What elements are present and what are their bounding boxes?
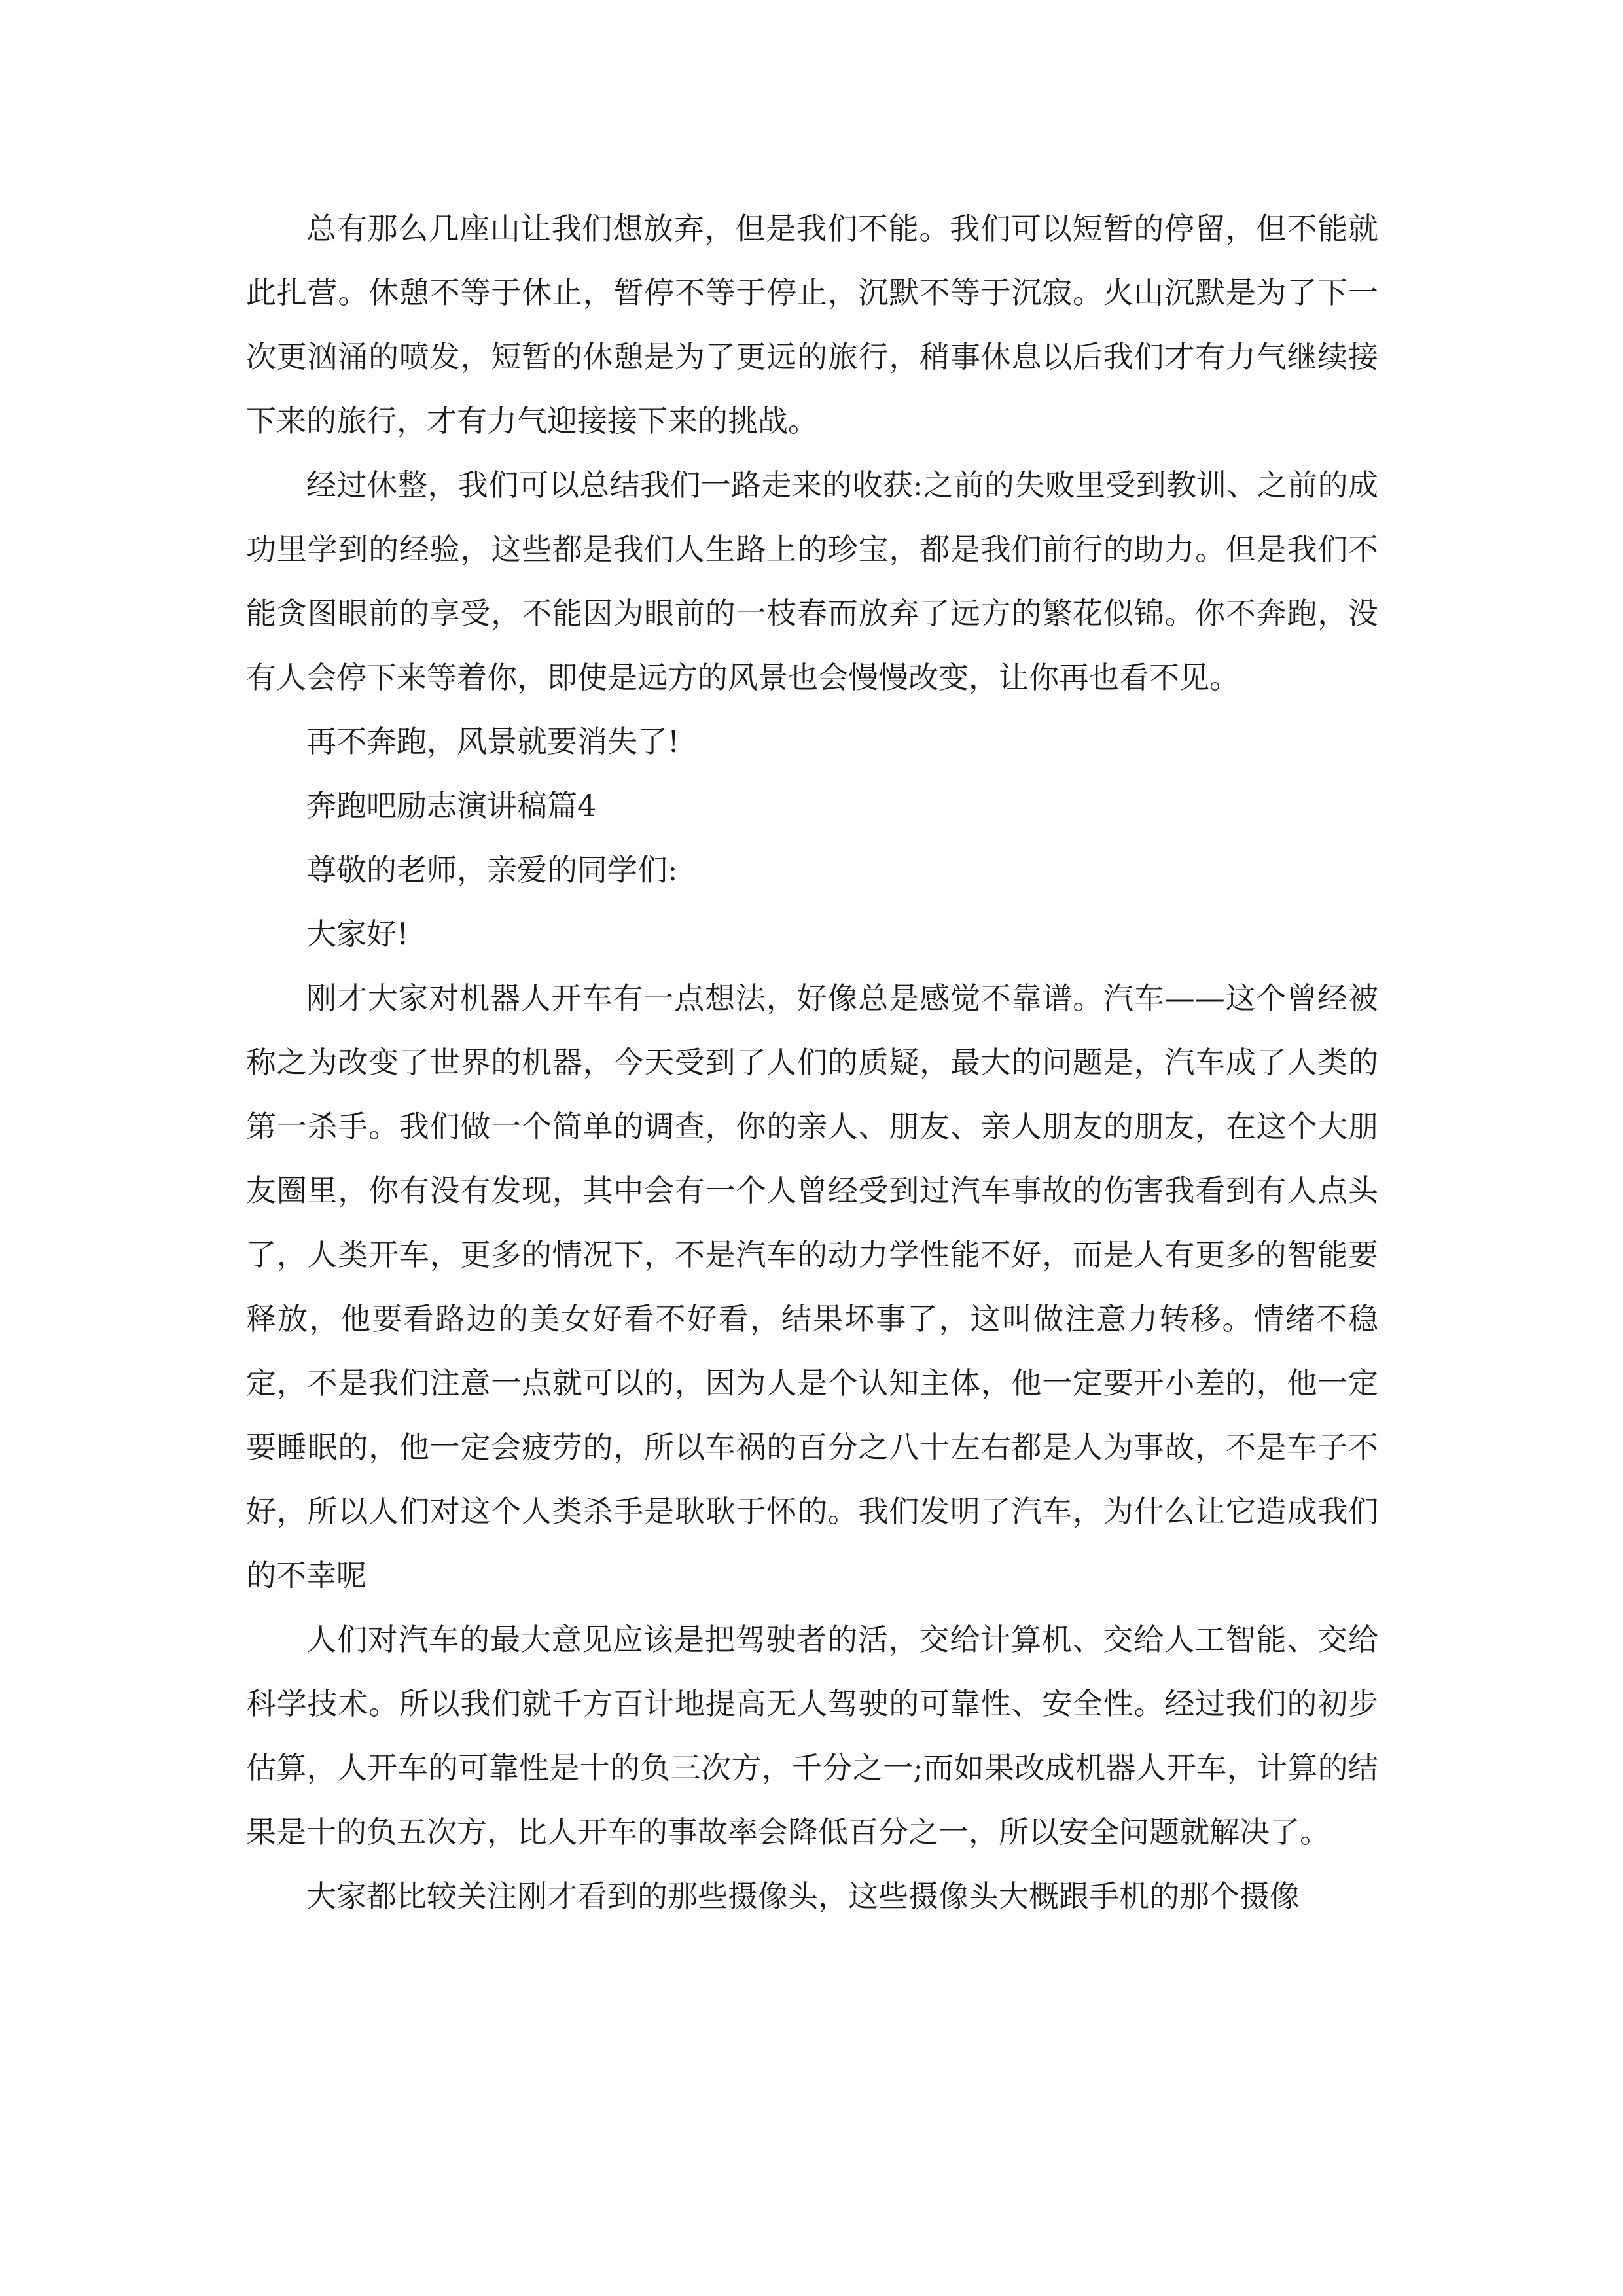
paragraph: 刚才大家对机器人开车有一点想法，好像总是感觉不靠谱。汽车——这个曾经被称之为改变了世界的机器，今天受到了人们的质疑，最大的问题是，汽车成了人类的第一杀手。我们做一个简单的调查，你的亲人、朋友、亲人朋友的朋友，在这个大朋友圈里，你有没有发现，其中会有一个人曾经受到过汽车事故的伤害我看到有人点头了，人类开车，更多的情况下，不是汽车的动力学性能不好，而是人有更多的智能要释放，他要看路边的美女好看不好看，结果坏事了，这叫做注意力转移。情绪不稳定，不是我们注意一点就可以的，因为人是个认知主体，他一定要开小差的，他一定要睡眠的，他一定会疲劳的，所以车祸的百分之八十左右都是人为事故，不是车子不好，所以人们对这个人类杀手是耿耿于怀的。我们发明了汽车，为什么让它造成我们的不幸呢 <box>246 980 1378 1593</box>
paragraph: 经过休整，我们可以总结我们一路走来的收获:之前的失败里受到教训、之前的成功里学到的经验，这些都是我们人生路上的珍宝，都是我们前行的助力。但是我们不能贪图眼前的享受，不能因为眼前的一枝春而放弃了远方的繁花似锦。你不奔跑，没有人会停下来等着你，即使是远方的风景也会慢慢改变，让你再也看不见。 <box>246 467 1378 695</box>
salutation: 尊敬的老师，亲爱的同学们: <box>306 852 678 888</box>
paragraph: 大家都比较关注刚才看到的那些摄像头，这些摄像头大概跟手机的那个摄像 <box>306 1878 1300 1914</box>
paragraph: 总有那么几座山让我们想放弃，但是我们不能。我们可以短暂的停留，但不能就此扎营。休憩不等于休止，暂停不等于停止，沉默不等于沉寂。火山沉默是为了下一次更汹涌的喷发，短暂的休憩是为了更远的旅行，稍事休息以后我们才有力气继续接下来的旅行，才有力气迎接接下来的挑战。 <box>246 211 1378 439</box>
paragraph: 人们对汽车的最大意见应该是把驾驶者的活，交给计算机、交给人工智能、交给科学技术。所以我们就千方百计地提高无人驾驶的可靠性、安全性。经过我们的初步估算，人开车的可靠性是十的负三次方，千分之一;而如果改成机器人开车，计算的结果是十的负五次方，比人开车的事故率会降低百分之一，所以安全问题就解决了。 <box>246 1622 1378 1850</box>
greeting: 大家好! <box>306 916 409 952</box>
paragraph: 再不奔跑，风景就要消失了! <box>306 724 680 759</box>
section-heading: 奔跑吧励志演讲稿篇4 <box>306 788 597 823</box>
document-body <box>246 196 1378 1928</box>
